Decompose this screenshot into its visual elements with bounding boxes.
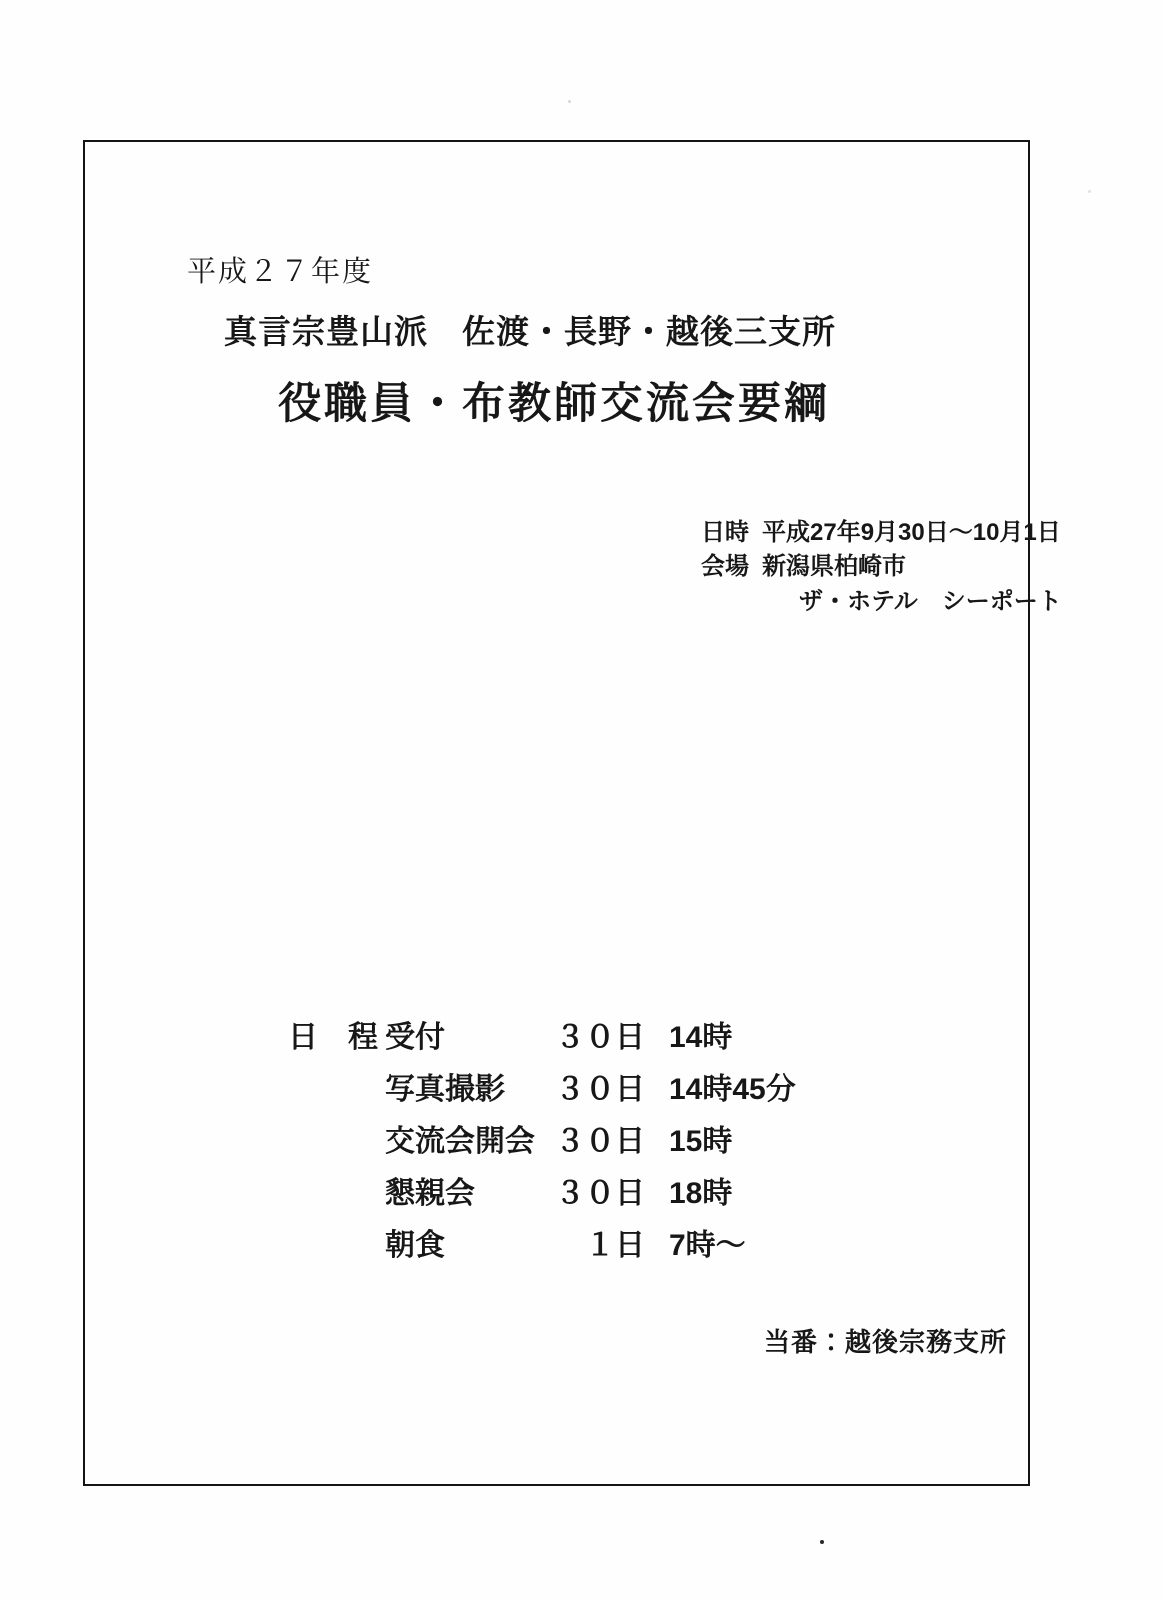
schedule-day: ３０日 bbox=[555, 1021, 645, 1054]
schedule-time: 15時 bbox=[669, 1125, 733, 1158]
schedule-activity: 写真撮影 bbox=[385, 1073, 505, 1106]
scan-speck bbox=[568, 100, 571, 103]
scan-speck bbox=[820, 1540, 824, 1544]
schedule-activity: 受付 bbox=[385, 1021, 445, 1054]
schedule-time: 18時 bbox=[669, 1177, 733, 1210]
venue-value: 新潟県柏崎市 bbox=[762, 553, 906, 580]
event-datetime-row bbox=[701, 516, 1062, 550]
schedule-spacer bbox=[288, 1168, 385, 1220]
venue-label: 会場 bbox=[701, 553, 749, 580]
schedule-table bbox=[288, 1012, 796, 1272]
schedule-day: ３０日 bbox=[555, 1073, 645, 1106]
schedule-day: ３０日 bbox=[555, 1125, 645, 1158]
schedule-spacer bbox=[288, 1064, 385, 1116]
schedule-time: 14時 bbox=[669, 1021, 733, 1054]
schedule-activity: 懇親会 bbox=[385, 1177, 475, 1210]
event-info-block bbox=[701, 516, 1062, 619]
document-title: 役職員・布教師交流会要綱 bbox=[278, 380, 830, 428]
organization-text: 真言宗豊山派 佐渡・長野・越後三支所 bbox=[224, 313, 836, 350]
schedule-time: 14時45分 bbox=[669, 1073, 796, 1106]
schedule-day: １日 bbox=[585, 1229, 645, 1262]
schedule-activity: 朝食 bbox=[385, 1229, 445, 1262]
fiscal-year-text: 平成２７年度 bbox=[187, 256, 374, 288]
datetime-value: 平成27年9月30日～10月1日 bbox=[762, 519, 1061, 546]
datetime-label: 日時 bbox=[701, 519, 749, 546]
event-venue-row bbox=[701, 550, 1062, 584]
venue-name: ザ・ホテル シーポート bbox=[799, 588, 1062, 615]
schedule-section-label: 日 程 bbox=[288, 1021, 378, 1054]
schedule-spacer bbox=[288, 1116, 385, 1168]
schedule-activity: 交流会開会 bbox=[385, 1125, 535, 1158]
duty-office-text: 当番：越後宗務支所 bbox=[764, 1327, 1008, 1357]
scan-speck bbox=[1088, 190, 1091, 193]
schedule-spacer bbox=[288, 1220, 385, 1272]
schedule-day: ３０日 bbox=[555, 1177, 645, 1210]
schedule-time: 7時～ bbox=[669, 1229, 746, 1262]
